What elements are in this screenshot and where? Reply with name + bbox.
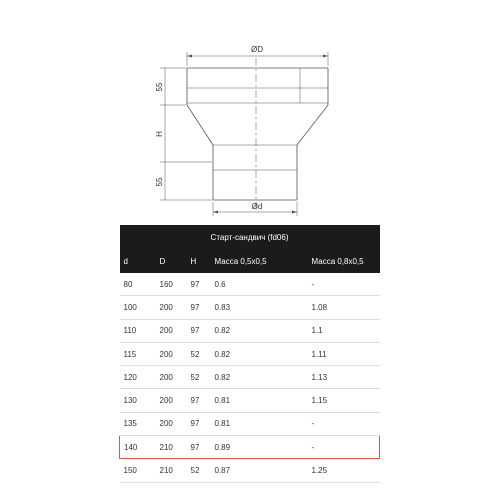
cell-mass-08: - [308, 436, 380, 459]
cell-mass-05: 0.81 [211, 412, 308, 435]
arrow-d-right [292, 211, 297, 214]
cell-D: 160 [156, 273, 187, 296]
cell-mass-08: - [308, 273, 380, 296]
table-row [120, 459, 380, 482]
cell-mass-08: - [308, 412, 380, 435]
cell-mass-08: 1.13 [308, 366, 380, 389]
cell-d: 80 [120, 273, 156, 296]
dim-label-top: 55 [155, 82, 164, 92]
arrow-D-left [187, 55, 192, 58]
dim-label-d: Ød [251, 202, 263, 211]
cell-D: 200 [156, 412, 187, 435]
table-row [120, 389, 380, 412]
cell-H: 52 [187, 459, 211, 482]
table-row [120, 412, 380, 435]
dim-label-bottom: 55 [155, 177, 164, 187]
cell-mass-05: 0.87 [211, 459, 308, 482]
cell-mass-05: 0.82 [211, 342, 308, 365]
cell-mass-05: 0.83 [211, 296, 308, 319]
cell-H: 97 [187, 436, 211, 459]
cell-mass-08: 1.08 [308, 296, 380, 319]
cell-H: 97 [187, 273, 211, 296]
cell-d: 100 [120, 296, 156, 319]
header-D: D [156, 249, 187, 273]
dim-label-D: ØD [251, 45, 263, 54]
cell-d: 140 [120, 436, 156, 459]
cell-D: 210 [156, 436, 187, 459]
arrow-D-right [323, 55, 328, 58]
table-row [120, 273, 380, 296]
header-d: d [120, 249, 156, 273]
cell-mass-08: 1.1 [308, 319, 380, 342]
cell-D: 210 [156, 459, 187, 482]
table-row [120, 319, 380, 342]
table-row-highlighted [120, 436, 380, 459]
cell-d: 120 [120, 366, 156, 389]
cell-H: 97 [187, 296, 211, 319]
cell-mass-05: 0.6 [211, 273, 308, 296]
cell-D: 200 [156, 366, 187, 389]
table-title-row [120, 225, 380, 249]
cell-mass-05: 0.81 [211, 389, 308, 412]
technical-drawing [0, 0, 500, 225]
arrow-d-left [213, 211, 218, 214]
header-mass-08: Масса 0,8х0,5 [308, 249, 380, 273]
table-title: Старт-сандвич (fd06) [120, 225, 380, 249]
table-header-row [120, 249, 380, 273]
cone-left [187, 105, 213, 145]
cell-D: 200 [156, 342, 187, 365]
dim-label-h: H [155, 131, 164, 137]
table-row [120, 366, 380, 389]
cell-D: 200 [156, 319, 187, 342]
cell-D: 200 [156, 296, 187, 319]
cell-H: 52 [187, 342, 211, 365]
cell-H: 97 [187, 412, 211, 435]
cell-mass-08: 1.25 [308, 459, 380, 482]
cone-right [297, 105, 328, 145]
cell-d: 150 [120, 459, 156, 482]
cell-d: 115 [120, 342, 156, 365]
spec-table [119, 225, 380, 483]
cell-d: 110 [120, 319, 156, 342]
cell-d: 135 [120, 412, 156, 435]
cell-mass-05: 0.82 [211, 366, 308, 389]
cell-d: 130 [120, 389, 156, 412]
cell-mass-08: 1.15 [308, 389, 380, 412]
header-mass-05: Масса 0,5х0,5 [211, 249, 308, 273]
header-H: H [187, 249, 211, 273]
cell-mass-05: 0.82 [211, 319, 308, 342]
table-row [120, 342, 380, 365]
cell-H: 97 [187, 389, 211, 412]
cell-D: 200 [156, 389, 187, 412]
adapter-drawing-svg [0, 0, 500, 225]
cell-H: 97 [187, 319, 211, 342]
cell-mass-08: 1.11 [308, 342, 380, 365]
table-row [120, 296, 380, 319]
cell-mass-05: 0.89 [211, 436, 308, 459]
cell-H: 52 [187, 366, 211, 389]
